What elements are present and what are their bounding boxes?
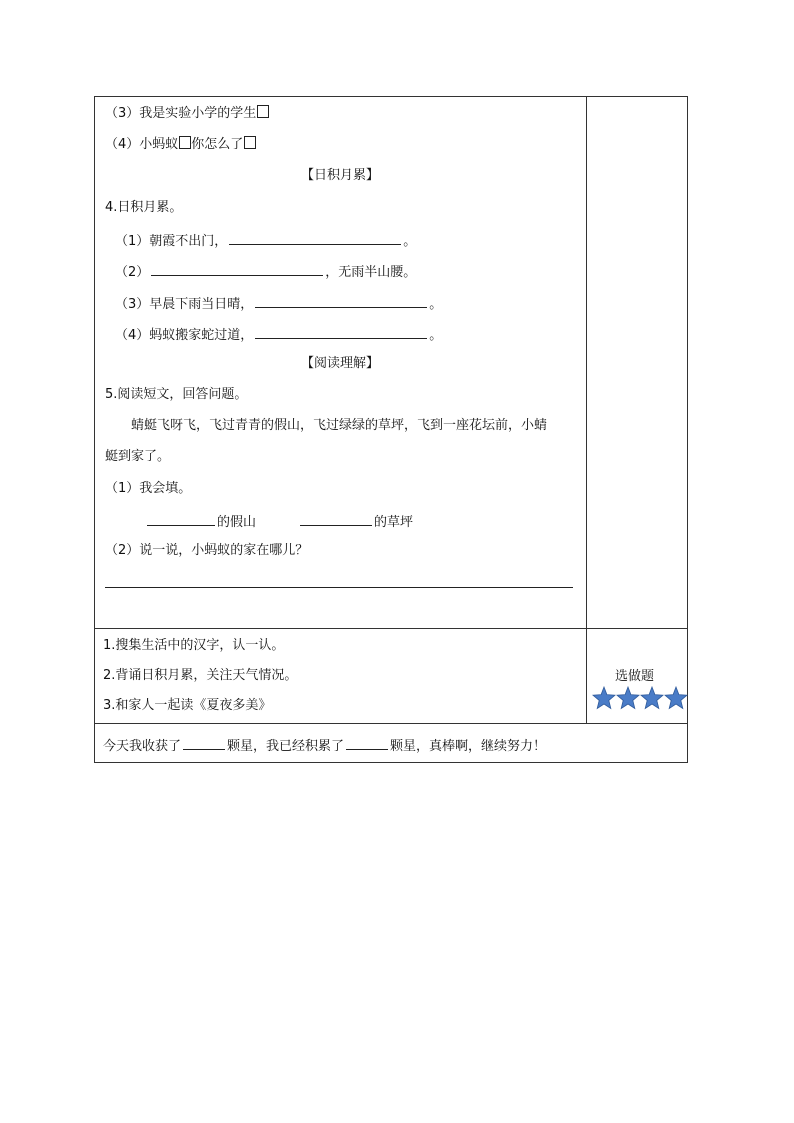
total-star-blank[interactable]: [346, 735, 388, 750]
q3-item3: （3）我是实验小学的学生: [105, 105, 269, 123]
row-divider-optional: [95, 723, 687, 724]
q4-title: 4.日积月累。: [105, 200, 183, 215]
footer-summary: 今天我收获了 颗星，我已经积累了 颗星，真棒啊，继续努力！: [103, 735, 546, 756]
star-icon[interactable]: [616, 686, 640, 710]
answer-blank[interactable]: [147, 511, 215, 526]
passage-line-1: 蜻蜓飞呀飞，飞过青青的假山，飞过绿绿的草坪，飞到一座花坛前，小蜻: [131, 418, 548, 433]
answer-blank[interactable]: [255, 324, 427, 339]
worksheet-table: [94, 96, 688, 763]
optional-label: 选做题: [615, 669, 655, 684]
punctuation-box[interactable]: [179, 136, 191, 149]
answer-blank[interactable]: [229, 230, 401, 245]
q4-item-1: （1）朝霞不出门， 。: [115, 230, 416, 251]
star-icon[interactable]: [664, 686, 688, 710]
punctuation-box[interactable]: [244, 136, 256, 149]
q5-title: 5.阅读短文，回答问题。: [105, 387, 248, 402]
star-rating: [592, 686, 686, 712]
punctuation-box[interactable]: [257, 105, 269, 118]
q5-sub1: （1）我会填。: [105, 481, 192, 496]
answer-line[interactable]: [105, 587, 573, 588]
answer-blank[interactable]: [300, 511, 372, 526]
q4-item-2: （2） ，无雨半山腰。: [115, 261, 416, 282]
q4-item-3: （3）早晨下雨当日晴， 。: [115, 293, 442, 314]
q5-sub2: （2）说一说，小蚂蚁的家在哪儿？: [105, 543, 309, 558]
q4-item-4: （4）蚂蚁搬家蛇过道， 。: [115, 324, 442, 345]
star-icon[interactable]: [640, 686, 664, 710]
heading-accumulate: 【日积月累】: [301, 168, 380, 183]
optional-item-2: 2.背诵日积月累，关注天气情况。: [103, 668, 298, 683]
star-count-blank[interactable]: [183, 735, 225, 750]
q3-item4: （4）小蚂蚁 你怎么了: [105, 136, 256, 154]
heading-reading: 【阅读理解】: [301, 356, 380, 371]
column-divider: [586, 97, 587, 723]
fill-item-2: 的草坪: [298, 511, 413, 532]
row-divider-main: [95, 628, 687, 629]
optional-item-1: 1.搜集生活中的汉字，认一认。: [103, 638, 285, 653]
passage-line-2: 蜓到家了。: [105, 449, 171, 464]
fill-item-1: 的假山: [145, 511, 256, 532]
optional-item-3: 3.和家人一起读《夏夜多美》: [103, 698, 272, 713]
answer-blank[interactable]: [255, 293, 427, 308]
star-icon[interactable]: [592, 686, 616, 710]
answer-blank[interactable]: [151, 261, 323, 276]
